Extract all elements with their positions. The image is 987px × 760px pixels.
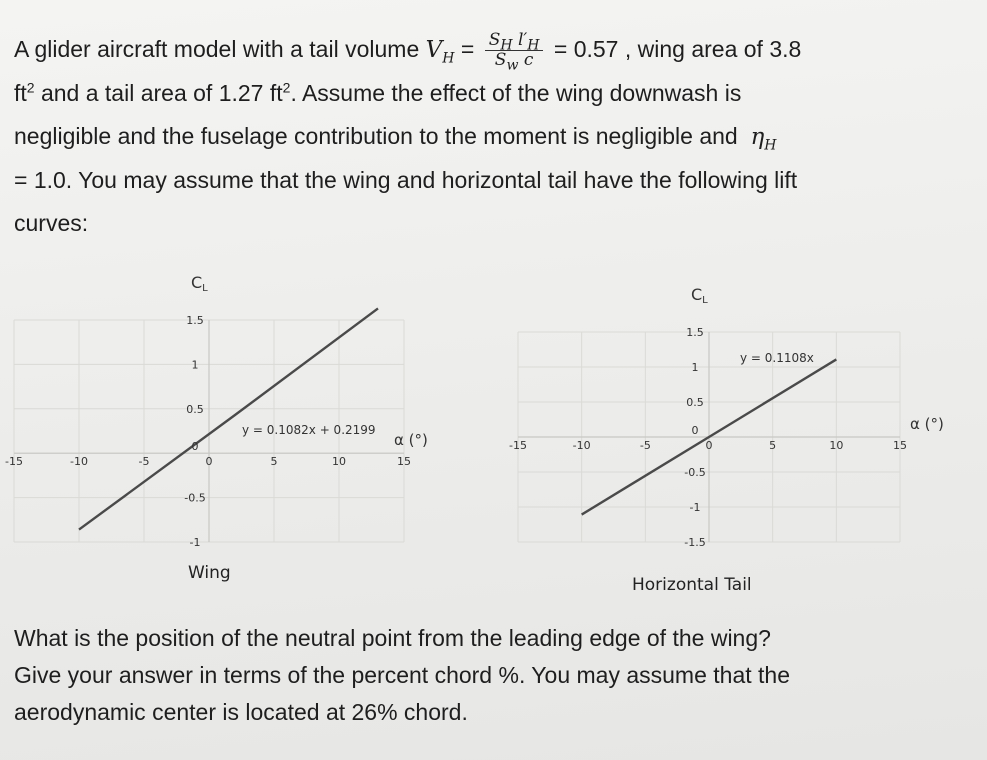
trendline-equation: y = 0.1082x + 0.2199 bbox=[242, 423, 376, 437]
question-line-3: aerodynamic center is located at 26% chord. bbox=[14, 699, 468, 725]
tail-volume-fraction bbox=[485, 30, 544, 74]
y-tick-label: 0.5 bbox=[686, 396, 704, 409]
statement-line-1 bbox=[14, 28, 974, 72]
wing-lift-curve-chart bbox=[5, 270, 474, 590]
x-tick-label: 0 bbox=[705, 439, 713, 452]
statement-line-2: $ft^2$ and a tail area of 1.27 $ft^2$. Assume the effect of the wing downwash is bbox=[14, 79, 742, 106]
tail-volume-symbol: $V_H$ bbox=[425, 37, 455, 67]
lift-curve-line bbox=[79, 308, 378, 529]
x-axis-label: α (°) bbox=[910, 415, 944, 433]
y-axis-label: CL bbox=[191, 273, 208, 294]
x-tick-label: -5 bbox=[138, 455, 150, 469]
question bbox=[14, 620, 974, 731]
y-tick-label: 1 bbox=[191, 358, 199, 372]
y-tick-label: -0.5 bbox=[684, 466, 706, 479]
x-tick-label: -15 bbox=[509, 439, 527, 452]
statement-text: = 0.57 , wing area of 3.8 bbox=[553, 36, 802, 62]
tail-lift-curve-chart bbox=[500, 270, 970, 600]
statement-line-5: curves: bbox=[14, 210, 89, 236]
y-tick-label: -1.5 bbox=[684, 536, 706, 549]
y-tick-label: -0.5 bbox=[184, 491, 206, 505]
statement-line-4: = 1.0. You may assume that the wing and horizontal tail have the following lift bbox=[14, 167, 798, 193]
y-tick-label: 1 bbox=[691, 361, 699, 374]
x-tick-label: 10 bbox=[829, 439, 844, 452]
question-line-2: Give your answer in terms of the percent chord %. You may assume that the bbox=[14, 662, 791, 688]
x-tick-label: -10 bbox=[572, 439, 591, 452]
trendline-equation: y = 0.1108x bbox=[740, 351, 814, 365]
x-tick-label: -10 bbox=[70, 455, 88, 469]
y-tick-label: 0 bbox=[191, 440, 199, 454]
chart-title: Horizontal Tail bbox=[632, 575, 752, 595]
y-axis-label: CL bbox=[691, 285, 708, 306]
fraction-numerator: $S_H$ $l'_H$ bbox=[485, 31, 544, 51]
fraction-denominator: $S_w$ c bbox=[494, 50, 534, 74]
y-tick-label: -1 bbox=[689, 501, 701, 514]
y-tick-label: 1.5 bbox=[686, 326, 704, 339]
x-tick-label: 15 bbox=[397, 455, 411, 469]
x-tick-label: 0 bbox=[205, 455, 213, 469]
eta-symbol: $\eta_H$ bbox=[750, 124, 777, 154]
y-tick-label: -1 bbox=[189, 536, 201, 549]
x-tick-label: -15 bbox=[5, 455, 23, 469]
statement-line-3: negligible and the fuselage contribution to the moment is negligible and $\eta_H$ bbox=[14, 123, 777, 154]
x-tick-label: 5 bbox=[270, 455, 278, 469]
x-axis-label: α (°) bbox=[394, 431, 428, 450]
x-tick-label: 10 bbox=[332, 455, 346, 469]
x-tick-label: 5 bbox=[769, 439, 777, 452]
y-tick-label: 1.5 bbox=[186, 314, 204, 327]
question-line-1: What is the position of the neutral point from the leading edge of the wing? bbox=[14, 625, 771, 651]
x-tick-label: -5 bbox=[639, 439, 651, 452]
chart-title: Wing bbox=[188, 563, 231, 583]
statement-text: A glider aircraft model with a tail volume bbox=[14, 36, 420, 62]
problem-statement bbox=[14, 28, 974, 245]
x-tick-label: 15 bbox=[893, 439, 907, 452]
equals-sign: = bbox=[460, 36, 475, 62]
y-tick-label: 0 bbox=[691, 424, 699, 437]
y-tick-label: 0.5 bbox=[186, 402, 204, 416]
